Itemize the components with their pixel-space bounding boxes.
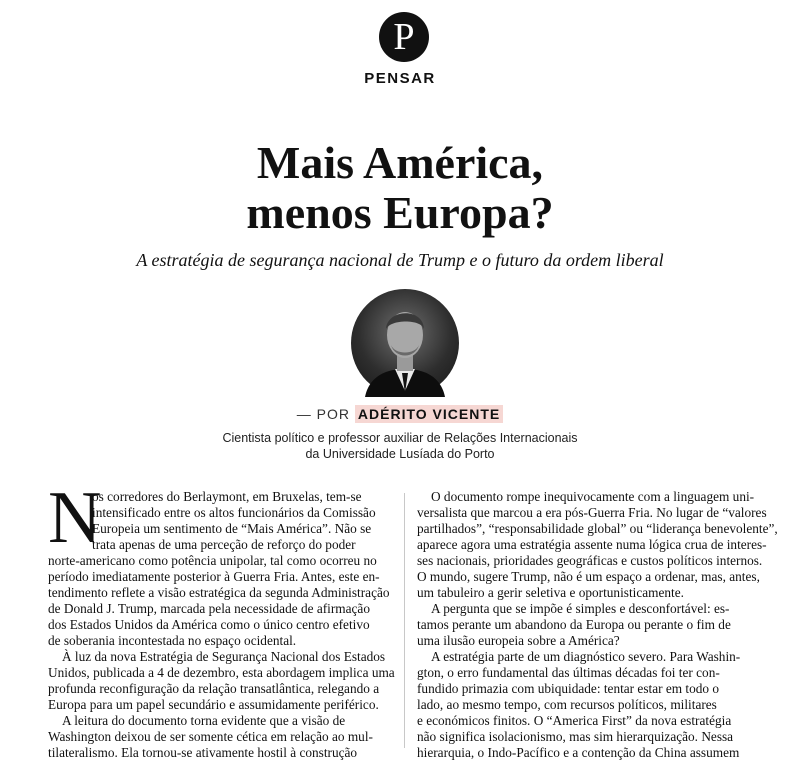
- text-line: A estratégia parte de um diagnóstico severo. Para Washin-: [431, 649, 741, 664]
- text-line: um tabuleiro a gerir seletiva e oportunisticamente.: [417, 585, 684, 600]
- text-line: profunda reconfiguração da relação transatlântica, relegando a: [48, 681, 380, 696]
- article-column-right: [417, 489, 778, 761]
- text-line: período imediatamente posterior à Guerra Fria. Antes, este en-: [48, 569, 380, 584]
- article-column-left: [48, 489, 398, 761]
- author-bio: [0, 430, 800, 462]
- text-line: fundido primazia com ubiquidade: tentar estar em todo o: [417, 681, 720, 696]
- text-line: os corredores do Berlaymont, em Bruxelas, tem-se: [92, 489, 362, 504]
- byline: [0, 406, 800, 422]
- article-subtitle: A estratégia de segurança nacional de Trump e o futuro da ordem liberal: [136, 250, 664, 270]
- text-line: de Donald J. Trump, marcada pela necessidade de afirmação: [48, 601, 370, 616]
- article-title: [0, 138, 800, 238]
- text-line: O documento rompe inequivocamente com a linguagem uni-: [431, 489, 755, 504]
- author-portrait: [351, 289, 459, 397]
- text-line: Europeia um sentimento de “Mais América”. Não se: [92, 521, 372, 536]
- column-divider: [404, 493, 405, 748]
- text-line: O mundo, sugere Trump, não é um espaço a ordenar, mas, antes,: [417, 569, 760, 584]
- text-line: tamos perante um abandono da Europa ou perante o fim de: [417, 617, 731, 632]
- text-line: A leitura do documento torna evidente que a visão de: [62, 713, 346, 728]
- text-line: Europa para um papel secundário e assumidamente periférico.: [48, 697, 379, 712]
- text-line: tilateralismo. Ela tornou-se ativamente hostil à construção: [48, 745, 358, 760]
- title-line: menos Europa?: [246, 187, 554, 238]
- bio-line: da Universidade Lusíada do Porto: [305, 447, 495, 461]
- text-line: e económicos finitos. O “America First” da nova estratégia: [417, 713, 732, 728]
- text-line: hierarquia, o Indo-Pacífico e a contenção da China assumem: [417, 745, 740, 760]
- text-line: A pergunta que se impõe é simples e desconfortável: es-: [431, 601, 730, 616]
- text-line: partilhados”, “responsabilidade global” ou “liderança benevolente”,: [417, 521, 778, 536]
- text-line: intensificado entre os altos funcionários da Comissão: [92, 505, 376, 520]
- logo-letter: P: [393, 16, 415, 58]
- text-line: lado, ao mesmo tempo, com recursos políticos, militares: [417, 697, 717, 712]
- drop-cap: N: [48, 477, 102, 559]
- section-label: PENSAR: [364, 70, 436, 87]
- text-line: aparece agora uma estratégia assente numa lógica crua de interes-: [417, 537, 767, 552]
- text-line: gton, o erro fundamental das últimas décadas foi ter con-: [417, 665, 720, 680]
- portrait-illustration: [351, 289, 459, 397]
- text-line: uma ilusão europeia sobre a América?: [417, 633, 620, 648]
- text-line: À luz da nova Estratégia de Segurança Nacional dos Estados: [62, 649, 386, 664]
- text-line: versalista que marcou a era pós-Guerra Fria. No lugar de “valores: [417, 505, 767, 520]
- text-line: de soberania incontestada no espaço ocidental.: [48, 633, 297, 648]
- text-line: Unidos, publicada a 4 de dezembro, esta abordagem implica uma: [48, 665, 395, 680]
- text-line: ses nacionais, prioridades geográficas e custos políticos internos.: [417, 553, 763, 568]
- text-line: tendimento reflete a visão estratégica da segunda Administração: [48, 585, 390, 600]
- text-line: Washington deixou de ser somente cética em relação ao mul-: [48, 729, 373, 744]
- text-line: não significa isolacionismo, mas sim hierarquização. Nessa: [417, 729, 734, 744]
- text-line: norte-americano como potência unipolar, tal como ocorreu no: [48, 553, 377, 568]
- title-line: Mais América,: [256, 137, 544, 188]
- byline-prefix: — POR: [296, 406, 351, 422]
- author-name[interactable]: ADÉRITO VICENTE: [355, 405, 503, 423]
- bio-line: Cientista político e professor auxiliar de Relações Internacionais: [222, 431, 578, 445]
- text-line: trata apenas de uma perceção de reforço do poder: [92, 537, 356, 552]
- text-line: dos Estados Unidos da América como o único centro efetivo: [48, 617, 370, 632]
- publication-logo: [379, 12, 429, 62]
